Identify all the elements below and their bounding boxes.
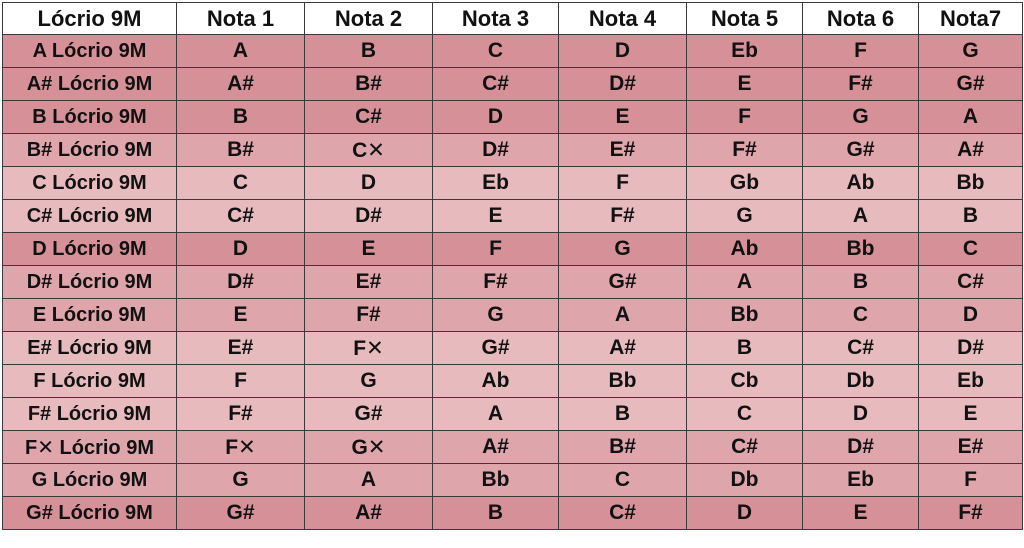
header-note-3: Nota 3 <box>433 3 559 35</box>
note-1-cell: C <box>177 167 305 200</box>
note-1-cell: G# <box>177 497 305 530</box>
table-row <box>3 332 1023 365</box>
note-3-cell: C <box>433 35 559 68</box>
note-3-cell: D# <box>433 134 559 167</box>
note-7-cell: A# <box>919 134 1023 167</box>
note-7-cell: E# <box>919 431 1023 464</box>
note-7-cell: E <box>919 398 1023 431</box>
note-2-cell: E# <box>305 266 433 299</box>
note-5-cell: F# <box>687 134 803 167</box>
note-6-cell: C# <box>803 332 919 365</box>
note-2-cell: B# <box>305 68 433 101</box>
note-3-cell: C# <box>433 68 559 101</box>
note-4-cell: B# <box>559 431 687 464</box>
note-5-cell: D <box>687 497 803 530</box>
header-row <box>3 3 1023 35</box>
note-6-cell: F# <box>803 68 919 101</box>
scale-name-cell: F# Lócrio 9M <box>3 398 177 431</box>
note-3-cell: D <box>433 101 559 134</box>
scale-name-cell: G# Lócrio 9M <box>3 497 177 530</box>
note-6-cell: Bb <box>803 233 919 266</box>
table-body <box>3 35 1023 530</box>
scale-name-cell: A Lócrio 9M <box>3 35 177 68</box>
table-row <box>3 101 1023 134</box>
scale-name-cell: F Lócrio 9M <box>3 365 177 398</box>
note-3-cell: Bb <box>433 464 559 497</box>
note-1-cell: A# <box>177 68 305 101</box>
note-5-cell: C# <box>687 431 803 464</box>
note-4-cell: E# <box>559 134 687 167</box>
note-1-cell: E# <box>177 332 305 365</box>
note-4-cell: F# <box>559 200 687 233</box>
note-7-cell: F <box>919 464 1023 497</box>
scale-name-cell: G Lócrio 9M <box>3 464 177 497</box>
note-3-cell: G# <box>433 332 559 365</box>
note-6-cell: G# <box>803 134 919 167</box>
note-3-cell: Ab <box>433 365 559 398</box>
note-5-cell: Eb <box>687 35 803 68</box>
note-4-cell: A <box>559 299 687 332</box>
table-row <box>3 35 1023 68</box>
note-6-cell: A <box>803 200 919 233</box>
note-1-cell: G <box>177 464 305 497</box>
note-5-cell: B <box>687 332 803 365</box>
note-3-cell: F <box>433 233 559 266</box>
table-row <box>3 365 1023 398</box>
note-4-cell: E <box>559 101 687 134</box>
note-2-cell: A# <box>305 497 433 530</box>
note-4-cell: F <box>559 167 687 200</box>
table-row <box>3 497 1023 530</box>
note-1-cell: F✕ <box>177 431 305 464</box>
note-6-cell: C <box>803 299 919 332</box>
note-7-cell: A <box>919 101 1023 134</box>
note-4-cell: D <box>559 35 687 68</box>
note-5-cell: Gb <box>687 167 803 200</box>
table-row <box>3 233 1023 266</box>
note-7-cell: G# <box>919 68 1023 101</box>
note-2-cell: C# <box>305 101 433 134</box>
note-4-cell: D# <box>559 68 687 101</box>
note-6-cell: E <box>803 497 919 530</box>
note-2-cell: C✕ <box>305 134 433 167</box>
note-4-cell: G <box>559 233 687 266</box>
note-5-cell: A <box>687 266 803 299</box>
note-3-cell: F# <box>433 266 559 299</box>
note-7-cell: D# <box>919 332 1023 365</box>
scale-name-cell: D# Lócrio 9M <box>3 266 177 299</box>
table-row <box>3 167 1023 200</box>
note-4-cell: G# <box>559 266 687 299</box>
table-row <box>3 299 1023 332</box>
note-6-cell: Eb <box>803 464 919 497</box>
note-1-cell: D <box>177 233 305 266</box>
table-row <box>3 431 1023 464</box>
note-7-cell: F# <box>919 497 1023 530</box>
header-note-4: Nota 4 <box>559 3 687 35</box>
note-3-cell: A# <box>433 431 559 464</box>
note-4-cell: B <box>559 398 687 431</box>
header-scale-name: Lócrio 9M <box>3 3 177 35</box>
note-7-cell: Eb <box>919 365 1023 398</box>
locrian-9m-scale-table <box>2 2 1023 530</box>
header-note-6: Nota 6 <box>803 3 919 35</box>
note-4-cell: C# <box>559 497 687 530</box>
note-6-cell: F <box>803 35 919 68</box>
scale-name-cell: B# Lócrio 9M <box>3 134 177 167</box>
note-1-cell: F <box>177 365 305 398</box>
note-1-cell: B <box>177 101 305 134</box>
note-2-cell: G✕ <box>305 431 433 464</box>
note-2-cell: D# <box>305 200 433 233</box>
note-7-cell: D <box>919 299 1023 332</box>
note-5-cell: E <box>687 68 803 101</box>
scale-name-cell: E# Lócrio 9M <box>3 332 177 365</box>
note-5-cell: Cb <box>687 365 803 398</box>
scale-name-cell: B Lócrio 9M <box>3 101 177 134</box>
note-7-cell: B <box>919 200 1023 233</box>
note-2-cell: G <box>305 365 433 398</box>
note-6-cell: G <box>803 101 919 134</box>
note-2-cell: F# <box>305 299 433 332</box>
note-5-cell: Db <box>687 464 803 497</box>
note-6-cell: D# <box>803 431 919 464</box>
note-3-cell: E <box>433 200 559 233</box>
header-note-7: Nota7 <box>919 3 1023 35</box>
note-3-cell: B <box>433 497 559 530</box>
note-6-cell: Db <box>803 365 919 398</box>
table-row <box>3 464 1023 497</box>
note-4-cell: Bb <box>559 365 687 398</box>
header-note-5: Nota 5 <box>687 3 803 35</box>
note-4-cell: C <box>559 464 687 497</box>
note-3-cell: G <box>433 299 559 332</box>
note-1-cell: B# <box>177 134 305 167</box>
note-3-cell: Eb <box>433 167 559 200</box>
note-7-cell: G <box>919 35 1023 68</box>
note-7-cell: C <box>919 233 1023 266</box>
scale-name-cell: F✕ Lócrio 9M <box>3 431 177 464</box>
header-note-1: Nota 1 <box>177 3 305 35</box>
note-1-cell: E <box>177 299 305 332</box>
note-6-cell: Ab <box>803 167 919 200</box>
note-4-cell: A# <box>559 332 687 365</box>
scale-name-cell: C# Lócrio 9M <box>3 200 177 233</box>
table-row <box>3 266 1023 299</box>
scale-name-cell: A# Lócrio 9M <box>3 68 177 101</box>
note-1-cell: D# <box>177 266 305 299</box>
note-5-cell: C <box>687 398 803 431</box>
note-6-cell: B <box>803 266 919 299</box>
note-3-cell: A <box>433 398 559 431</box>
note-7-cell: Bb <box>919 167 1023 200</box>
note-1-cell: F# <box>177 398 305 431</box>
note-5-cell: Ab <box>687 233 803 266</box>
note-2-cell: G# <box>305 398 433 431</box>
note-2-cell: B <box>305 35 433 68</box>
note-2-cell: E <box>305 233 433 266</box>
note-2-cell: F✕ <box>305 332 433 365</box>
table-row <box>3 398 1023 431</box>
scale-name-cell: D Lócrio 9M <box>3 233 177 266</box>
table-row <box>3 134 1023 167</box>
scale-name-cell: E Lócrio 9M <box>3 299 177 332</box>
header-note-2: Nota 2 <box>305 3 433 35</box>
note-5-cell: Bb <box>687 299 803 332</box>
note-7-cell: C# <box>919 266 1023 299</box>
note-5-cell: F <box>687 101 803 134</box>
note-5-cell: G <box>687 200 803 233</box>
table-row <box>3 68 1023 101</box>
note-6-cell: D <box>803 398 919 431</box>
table-row <box>3 200 1023 233</box>
note-1-cell: A <box>177 35 305 68</box>
scale-name-cell: C Lócrio 9M <box>3 167 177 200</box>
note-1-cell: C# <box>177 200 305 233</box>
note-2-cell: D <box>305 167 433 200</box>
note-2-cell: A <box>305 464 433 497</box>
